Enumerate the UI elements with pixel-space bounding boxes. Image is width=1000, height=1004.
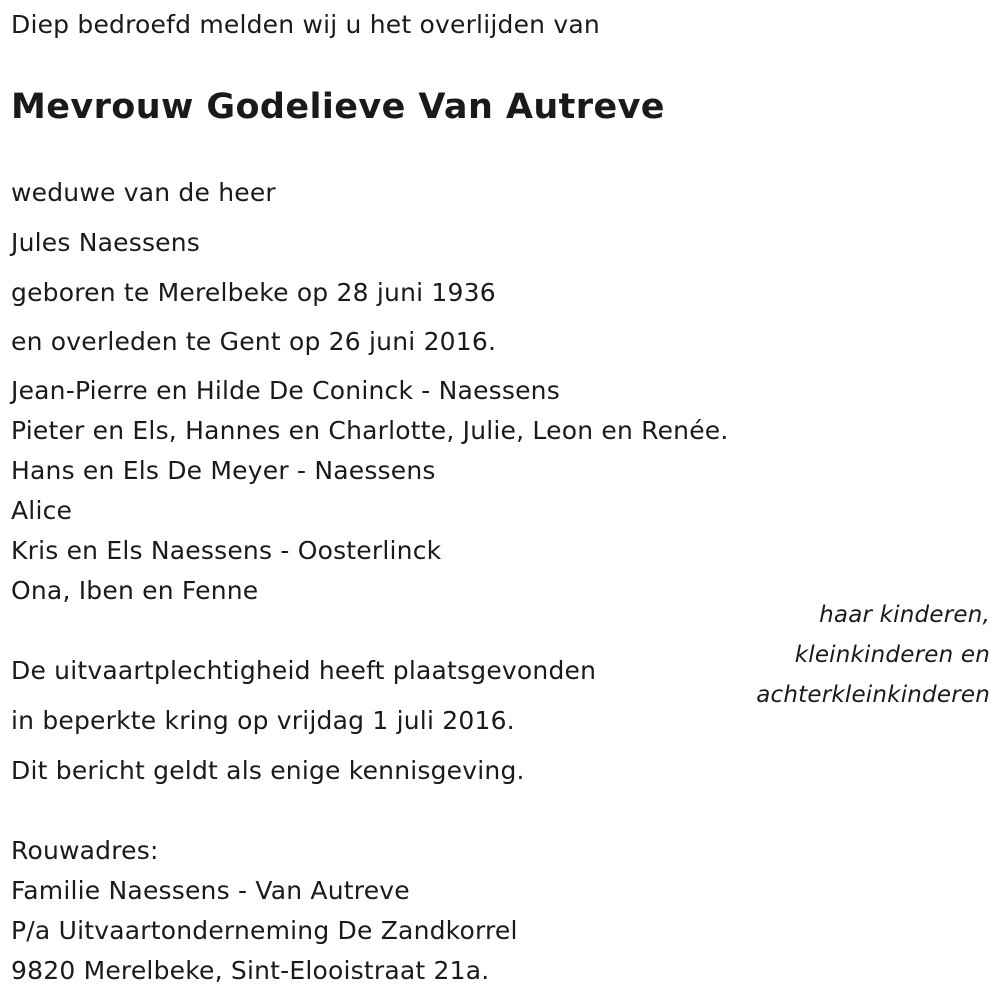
- funeral-line: Dit bericht geldt als enige kennisgeving.: [11, 756, 525, 785]
- detail-line-widow: weduwe van de heer: [11, 178, 276, 207]
- family-line: Pieter en Els, Hannes en Charlotte, Julie, Leon en Renée.: [11, 416, 729, 445]
- detail-line-born: geboren te Merelbeke op 28 juni 1936: [11, 278, 496, 307]
- relation-line: achterkleinkinderen: [756, 682, 990, 708]
- family-line: Jean-Pierre en Hilde De Coninck - Naessens: [11, 376, 560, 405]
- address-line: 9820 Merelbeke, Sint-Elooistraat 21a.: [11, 956, 490, 985]
- funeral-line: De uitvaartplechtigheid heeft plaatsgevonden: [11, 656, 597, 685]
- funeral-line: in beperkte kring op vrijdag 1 juli 2016.: [11, 706, 515, 735]
- family-line: Ona, Iben en Fenne: [11, 576, 259, 605]
- family-line: Hans en Els De Meyer - Naessens: [11, 456, 436, 485]
- deceased-name: Mevrouw Godelieve Van Autreve: [11, 87, 665, 127]
- family-line: Kris en Els Naessens - Oosterlinck: [11, 536, 442, 565]
- detail-line-husband: Jules Naessens: [11, 228, 201, 257]
- address-line: Familie Naessens - Van Autreve: [11, 876, 410, 905]
- address-line: P/a Uitvaartonderneming De Zandkorrel: [11, 916, 518, 945]
- address-label: Rouwadres:: [11, 836, 159, 865]
- relation-line: kleinkinderen en: [794, 642, 990, 668]
- relation-line: haar kinderen,: [819, 602, 990, 628]
- family-line: Alice: [11, 496, 73, 525]
- intro-text: Diep bedroefd melden wij u het overlijden van: [11, 10, 600, 39]
- detail-line-died: en overleden te Gent op 26 juni 2016.: [11, 327, 497, 356]
